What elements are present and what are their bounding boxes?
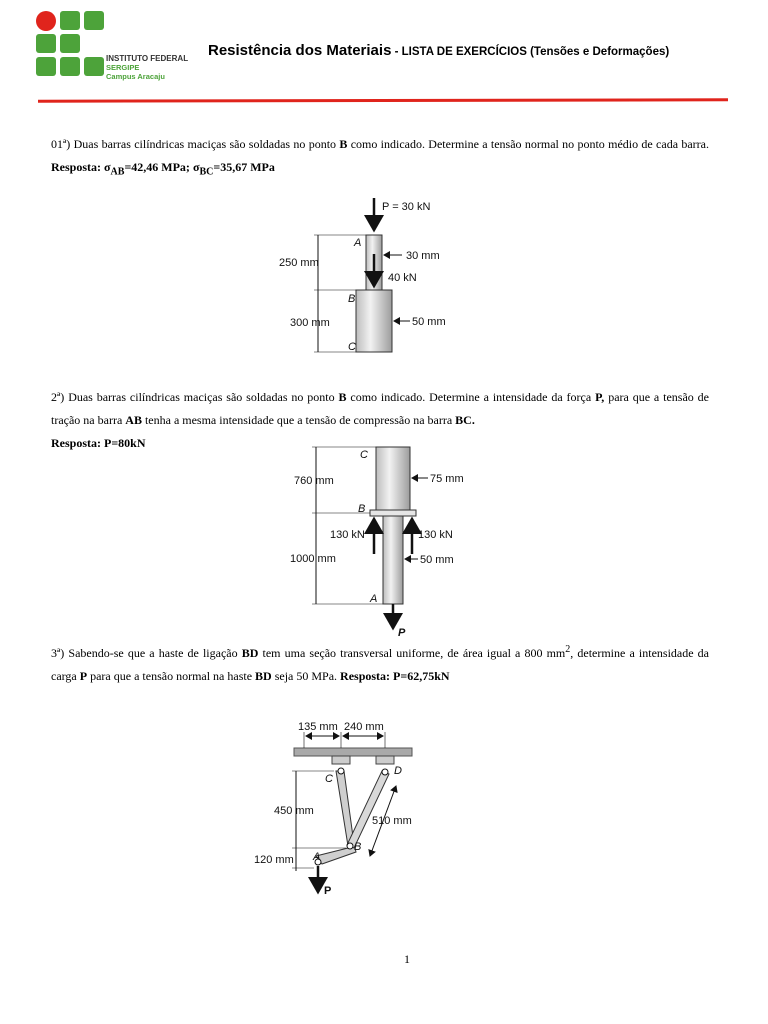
dim-dia-bc: 50 mm	[412, 316, 446, 328]
exercise-2-text-part: Duas barras cilíndricas maciças são soldadas no ponto	[64, 390, 339, 404]
exercise-1-text-part: Duas barras cilíndricas maciças são soldadas no ponto	[70, 137, 340, 151]
bar-ab	[383, 516, 403, 604]
sigma-symbol: σ	[104, 160, 111, 174]
exercise-2-bold: BC.	[455, 413, 475, 427]
figure-1-diagram	[276, 192, 456, 360]
dim-len-bc: 760 mm	[294, 475, 334, 487]
exercise-3-bold: P	[79, 669, 88, 683]
logo-state: SERGIPE	[106, 63, 140, 72]
figure-3-diagram	[248, 716, 428, 900]
point-a-label: A	[313, 851, 321, 863]
pin-c	[338, 768, 344, 774]
point-a-label: A	[354, 237, 362, 249]
point-b-label: B	[358, 503, 366, 515]
answer-ab: =42,46 MPa;	[124, 160, 193, 174]
exercise-2-answer: Resposta: P=80kN	[51, 436, 146, 450]
point-c-label: C	[360, 449, 368, 461]
document-title	[208, 42, 669, 60]
header-divider	[38, 98, 728, 102]
exercise-3-text-part: para que a tensão normal na haste	[87, 669, 256, 683]
collar-b	[370, 510, 416, 516]
dim-510: 510 mm	[372, 815, 412, 827]
bar-bc	[356, 290, 392, 352]
point-b-label: B	[354, 841, 362, 853]
exercise-3-number: 3ª)	[51, 646, 65, 660]
dim-120: 120 mm	[254, 854, 294, 866]
exercise-2-bold: P,	[595, 390, 605, 404]
exercise-2-text-part: tenha a mesma intensidade que a tensão de compressão na barra	[141, 413, 456, 427]
exercise-1-text-part: como indicado. Determine a tensão normal no ponto médio de cada barra.	[347, 137, 709, 151]
pin-b	[347, 843, 353, 849]
page-header	[0, 0, 768, 110]
point-b-label: B	[348, 293, 356, 305]
dim-len-bc: 300 mm	[290, 317, 330, 329]
load-b-label: 40 kN	[388, 272, 417, 284]
logo-institute: INSTITUTO FEDERAL	[106, 54, 189, 63]
load-right-label: 130 kN	[418, 529, 453, 541]
exercise-3-bold: BD	[241, 646, 259, 660]
dim-dia-ab: 30 mm	[406, 250, 440, 262]
load-left-label: 130 kN	[330, 529, 365, 541]
bracket-c	[332, 756, 350, 764]
dim-135: 135 mm	[298, 721, 338, 733]
logo-campus: Campus Aracaju	[106, 72, 165, 81]
exercise-3-text-part: , determine a intensidade da carga	[51, 646, 709, 683]
exercise-3-text-part: seja 50 MPa.	[271, 669, 341, 683]
ceiling	[294, 748, 412, 756]
subscript-ab: AB	[110, 166, 125, 178]
superscript: 2	[565, 644, 571, 655]
subscript-bc: BC	[199, 166, 214, 178]
answer-label: Resposta:	[51, 160, 104, 174]
institute-logo	[34, 10, 224, 85]
sigma-symbol: σ	[192, 160, 200, 174]
exercise-1-figure	[276, 192, 456, 360]
course-title: Resistência dos Materiais	[208, 42, 392, 59]
bracket-d	[376, 756, 394, 764]
figure-2-diagram	[282, 442, 477, 638]
dim-dia-bc: 75 mm	[430, 473, 464, 485]
exercise-1-bold: B	[339, 137, 348, 151]
exercise-3-bold: BD	[255, 669, 272, 683]
exercise-3-text	[51, 638, 709, 688]
load-p-label: P	[324, 885, 332, 897]
dim-dia-ab: 50 mm	[420, 554, 454, 566]
exercise-2-bold: AB	[125, 413, 142, 427]
answer-bc: =35,67 MPa	[213, 160, 275, 174]
exercise-3-figure	[248, 716, 428, 900]
bar-bc	[376, 447, 410, 510]
point-c-label: C	[325, 773, 333, 785]
exercise-1-text	[51, 133, 709, 183]
dim-len-ab: 1000 mm	[290, 553, 336, 565]
exercise-3-text-part: tem uma seção transversal uniforme, de área igual a 800 mm	[258, 646, 566, 660]
link-bd	[347, 771, 389, 848]
exercise-3-answer: Resposta: P=62,75kN	[340, 669, 450, 683]
exercise-2-number: 2ª)	[51, 390, 65, 404]
load-p-label: P	[398, 627, 406, 638]
exercise-3-text-part: Sabendo-se que a haste de ligação	[64, 646, 242, 660]
dim-450: 450 mm	[274, 805, 314, 817]
point-d-label: D	[394, 765, 402, 777]
exercise-2-text-part: para que a tensão de tração na barra	[51, 390, 709, 427]
exercise-1-number: 01ª)	[51, 137, 71, 151]
exercise-1-answer	[51, 160, 275, 178]
pin-d	[382, 769, 388, 775]
dim-240: 240 mm	[344, 721, 384, 733]
exercise-2-figure	[282, 442, 477, 638]
point-a-label: A	[370, 593, 378, 605]
page-number: 1	[404, 952, 410, 966]
load-p-label: P = 30 kN	[382, 201, 431, 213]
exercise-2-bold: B	[338, 390, 347, 404]
dim-len-ab: 250 mm	[279, 257, 319, 269]
logo-text	[106, 54, 188, 81]
exercise-2-text-part: como indicado. Determine a intensidade da força	[346, 390, 596, 404]
list-title: - LISTA DE EXERCÍCIOS (Tensões e Deformações)	[391, 46, 670, 58]
point-c-label: C	[348, 341, 356, 353]
